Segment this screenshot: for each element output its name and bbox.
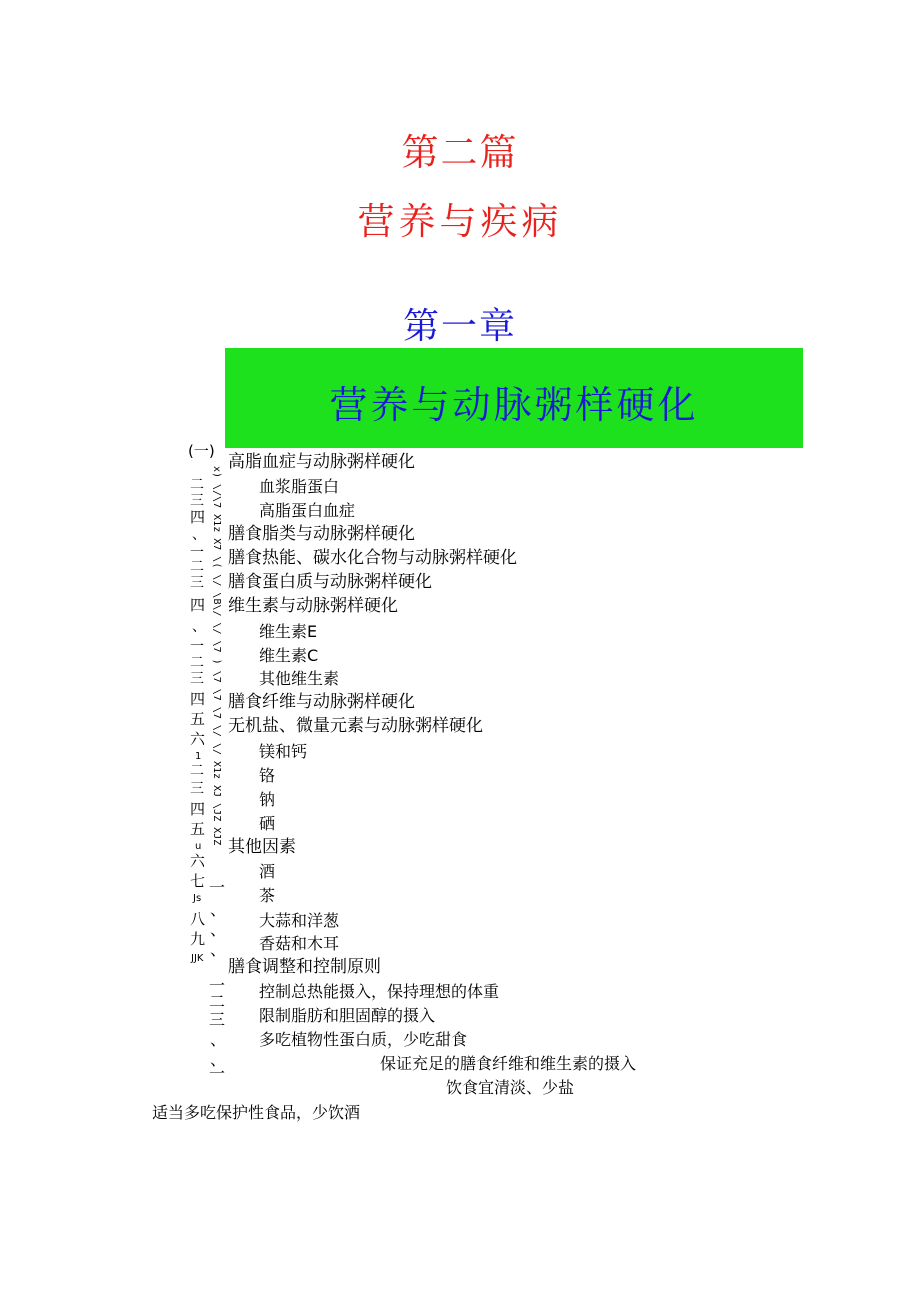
margin-mark: 一 <box>190 639 204 655</box>
margin-mark: 一 <box>190 545 204 561</box>
margin-mark: 四 <box>190 508 206 526</box>
margin-mark: 六 <box>190 730 206 748</box>
toc-subsection: 多吃植物性蛋白质，少吃甜食 <box>259 1030 468 1049</box>
toc-subsection: 高脂蛋白血症 <box>259 501 356 520</box>
margin-mark: 三 <box>190 671 204 687</box>
toc-subsection: 酒 <box>259 862 276 881</box>
banner-title: 营养与动脉粥样硬化 <box>329 383 699 427</box>
margin-mark: u <box>195 841 202 852</box>
margin-mark: 四 <box>190 596 206 614</box>
toc-subsection: 镁和钙 <box>259 742 308 761</box>
margin-mark: 四 <box>190 690 206 708</box>
chapter-title: 第一章 <box>402 306 517 347</box>
margin-mark: 八 <box>190 910 206 928</box>
toc-subsection: 维生素E <box>259 622 318 641</box>
toc-subsection: 血浆脂蛋白 <box>259 477 340 496</box>
margin-mark: 、 <box>210 920 227 939</box>
toc-subsection: 其他维生素 <box>259 669 340 688</box>
margin-mark: 六 <box>190 852 206 870</box>
margin-mark: 二 <box>190 655 204 671</box>
toc-subsection: 香菇和木耳 <box>259 934 340 953</box>
margin-mark: 三 <box>190 575 204 591</box>
margin-mark: 、 <box>210 1050 227 1069</box>
margin-mark: 七 <box>190 872 206 890</box>
margin-mark: 五 <box>190 820 206 838</box>
toc-section: 膳食纤维与动脉粥样硬化 <box>228 692 415 712</box>
toc-subsection: 控制总热能摄入，保持理想的体重 <box>259 982 500 1001</box>
margin-vertical-glyphs: x) \/\7 X1z X7 \( \/ \B\/ \/ \7 ) \7 \7 \7 \/ \/ X1z XJ \JZ XJZ <box>211 466 222 846</box>
margin-mark: 五 <box>190 710 206 728</box>
toc-section: 无机盐、微量元素与动脉粥样硬化 <box>228 716 483 736</box>
margin-mark: 一 <box>209 976 226 995</box>
margin-mark: Js <box>193 893 202 904</box>
toc-subsection: 茶 <box>259 886 276 905</box>
toc-subsection: 钠 <box>259 790 276 809</box>
margin-mark: 一 <box>209 1064 226 1083</box>
toc-section: 高脂血症与动脉粥样硬化 <box>228 452 415 472</box>
margin-mark: 二 <box>190 559 204 575</box>
margin-mark: 九 <box>190 930 206 948</box>
toc-section: 其他因素 <box>228 837 296 857</box>
margin-mark: 一 <box>209 878 226 897</box>
margin-mark: 二 <box>190 477 204 493</box>
toc-subsection: 限制脂肪和胆固醇的摄入 <box>259 1006 436 1025</box>
chapter-banner <box>225 348 803 448</box>
margin-mark: 四 <box>190 800 206 818</box>
margin-mark: 、 <box>210 1030 227 1049</box>
toc-subsection: 铬 <box>259 766 276 785</box>
margin-mark: 三 <box>209 1010 226 1029</box>
toc-section: 膳食蛋白质与动脉粥样硬化 <box>228 572 432 592</box>
toc-section: 膳食调整和控制原则 <box>228 957 381 977</box>
margin-mark: 、 <box>192 619 206 635</box>
toc-subsection: 适当多吃保护性食品，少饮酒 <box>152 1103 361 1122</box>
toc-section: 膳食脂类与动脉粥样硬化 <box>228 524 415 544</box>
part-subtitle: 营养与疾病 <box>357 200 563 243</box>
toc-section: 维生素与动脉粥样硬化 <box>228 596 398 616</box>
toc-subsection: 维生素C <box>259 646 319 665</box>
margin-mark: 二 <box>190 763 204 779</box>
margin-mark: 、 <box>192 527 206 543</box>
toc-subsection: 保证充足的膳食纤维和维生素的摄入 <box>380 1054 637 1073</box>
margin-mark: 1 <box>195 751 202 762</box>
part-title: 第二篇 <box>401 131 519 174</box>
margin-mark: JJK <box>191 953 204 964</box>
margin-mark: 、 <box>210 940 227 959</box>
toc-section: 膳食热能、碳水化合物与动脉粥样硬化 <box>228 548 517 568</box>
margin-mark: 三 <box>190 781 204 797</box>
margin-mark: 三 <box>190 493 204 509</box>
toc-subsection: 饮食宜清淡、少盐 <box>446 1078 575 1097</box>
toc-subsection: 大蒜和洋葱 <box>259 911 340 930</box>
margin-mark: 二 <box>209 992 226 1011</box>
margin-mark: 、 <box>210 900 227 919</box>
margin-mark: (一) <box>188 442 215 460</box>
toc-subsection: 硒 <box>259 814 276 833</box>
